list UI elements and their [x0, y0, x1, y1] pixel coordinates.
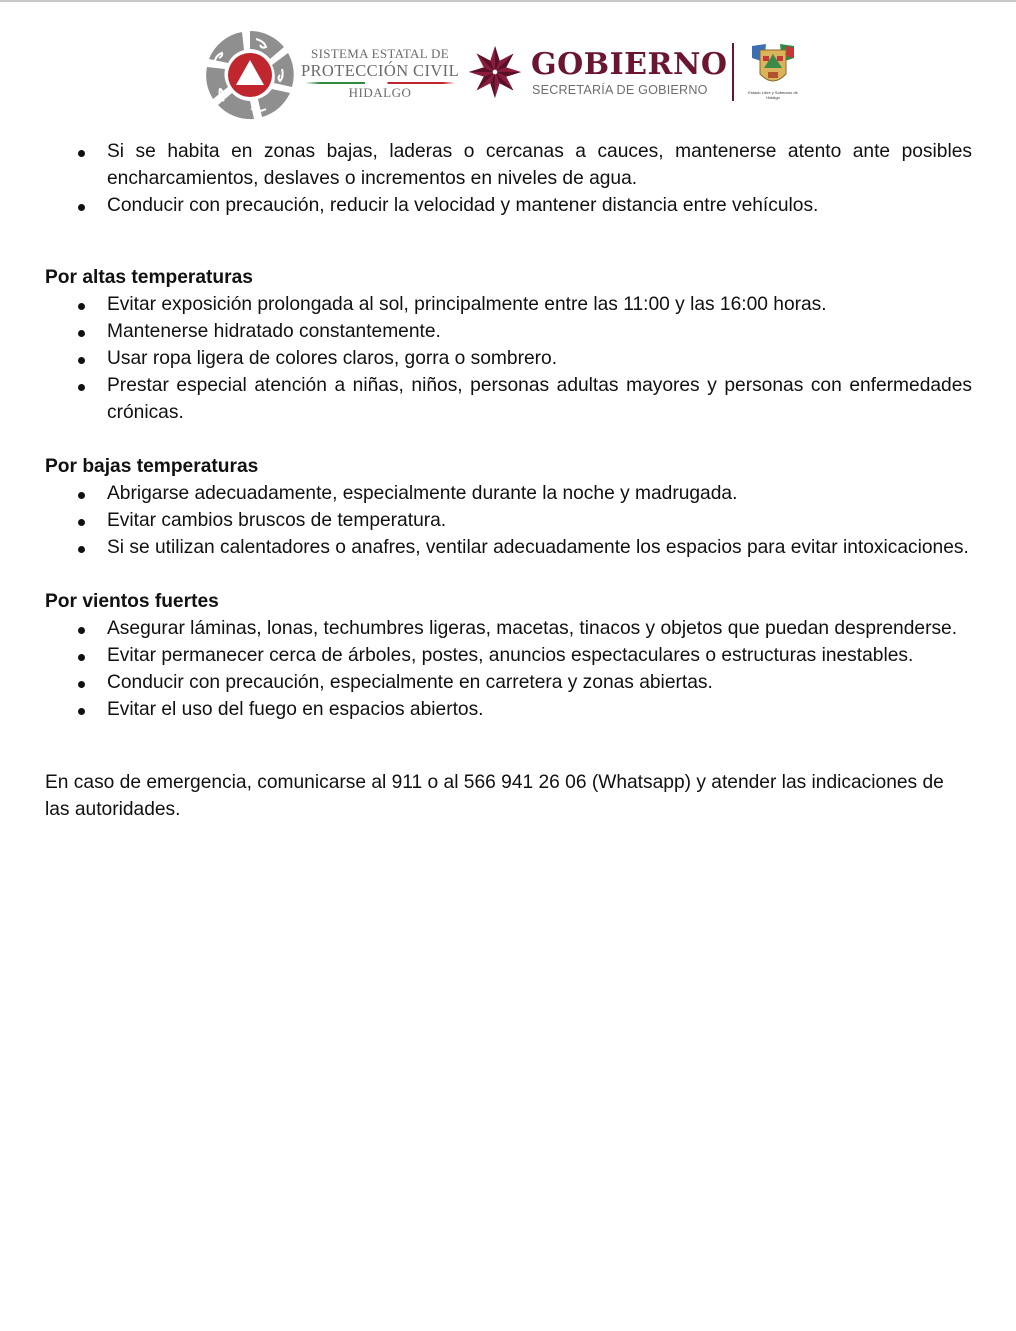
hidalgo-coat-of-arms-icon	[748, 40, 798, 90]
section-bullet-list	[45, 291, 972, 426]
section-bullet-list	[45, 615, 972, 723]
list-item	[45, 534, 972, 561]
pc-line3: HIDALGO	[348, 85, 412, 100]
list-item	[45, 669, 972, 696]
list-item	[45, 642, 972, 669]
bullet-icon	[78, 627, 85, 634]
bullet-icon	[78, 384, 85, 391]
list-item	[45, 480, 972, 507]
list-item-text: Si se utilizan calentadores o anafres, ventilar adecuadamente los espacios para evitar intoxicaciones.	[107, 537, 969, 558]
bullet-icon	[78, 492, 85, 499]
list-item-text: Evitar el uso del fuego en espacios abiertos.	[107, 699, 484, 720]
gobierno-star-icon	[467, 42, 523, 102]
bullet-icon	[78, 330, 85, 337]
gobierno-subtitle: SECRETARÍA DE GOBIERNO	[532, 83, 708, 97]
pc-line1: SISTEMA ESTATAL DE	[311, 46, 449, 61]
list-item-text: Prestar especial atención a niñas, niños, personas adultas mayores y personas con enfermedades crónicas.	[107, 375, 972, 423]
gobierno-title: GOBIERNO	[531, 47, 728, 82]
list-item	[45, 138, 972, 192]
list-item-text: Si se habita en zonas bajas, laderas o cercanas a cauces, mantenerse atento ante posibles encharcamientos, deslaves o incrementos en niveles de agua.	[107, 141, 972, 189]
section-bajas-temperaturas	[45, 453, 972, 561]
proteccion-civil-wordmark	[300, 46, 460, 100]
bullet-icon	[78, 708, 85, 715]
bullet-icon	[78, 519, 85, 526]
bullet-icon	[78, 303, 85, 310]
list-item-text: Conducir con precaución, reducir la velocidad y mantener distancia entre vehículos.	[107, 195, 819, 216]
page-top-border	[0, 0, 1016, 2]
section-heading: Por vientos fuertes	[45, 591, 219, 612]
bullet-icon	[78, 546, 85, 553]
proteccion-civil-emblem-icon	[204, 29, 296, 121]
section-heading: Por bajas temperaturas	[45, 456, 259, 477]
list-item	[45, 615, 972, 642]
list-item	[45, 372, 972, 426]
list-item	[45, 507, 972, 534]
bullet-icon	[78, 654, 85, 661]
list-item-text: Abrigarse adecuadamente, especialmente durante la noche y madrugada.	[107, 483, 738, 504]
intro-bullet-list	[45, 138, 972, 219]
section-vientos-fuertes	[45, 588, 972, 723]
bullet-icon	[78, 204, 85, 211]
document-body	[45, 138, 972, 823]
list-item	[45, 192, 972, 219]
section-altas-temperaturas	[45, 264, 972, 426]
list-item	[45, 345, 972, 372]
list-item	[45, 291, 972, 318]
bullet-icon	[78, 150, 85, 157]
bullet-icon	[78, 357, 85, 364]
list-item-text: Evitar exposición prolongada al sol, principalmente entre las 11:00 y las 16:00 horas.	[107, 294, 827, 315]
list-item-text: Evitar cambios bruscos de temperatura.	[107, 510, 447, 531]
list-item-text: Mantenerse hidratado constantemente.	[107, 321, 441, 342]
bullet-icon	[78, 681, 85, 688]
logo-divider	[732, 43, 734, 101]
list-item-text: Usar ropa ligera de colores claros, gorra o sombrero.	[107, 348, 558, 369]
pc-line2: PROTECCIÓN CIVIL	[300, 61, 460, 80]
list-item-text: Evitar permanecer cerca de árboles, postes, anuncios espectaculares o estructuras inestables.	[107, 645, 914, 666]
document-header	[0, 26, 1016, 126]
list-item	[45, 696, 972, 723]
section-heading: Por altas temperaturas	[45, 267, 253, 288]
list-item	[45, 318, 972, 345]
coat-of-arms-caption: Estado Libre y Soberano de Hidalgo	[748, 90, 798, 100]
list-item-text: Asegurar láminas, lonas, techumbres ligeras, macetas, tinacos y objetos que puedan desprenderse.	[107, 618, 958, 639]
section-bullet-list	[45, 480, 972, 561]
emergency-contact-paragraph: En caso de emergencia, comunicarse al 911 o al 566 941 26 06 (Whatsapp) y atender las indicaciones de las autoridades.	[45, 772, 944, 820]
list-item-text: Conducir con precaución, especialmente en carretera y zonas abiertas.	[107, 672, 713, 693]
flag-color-rule	[305, 82, 455, 84]
